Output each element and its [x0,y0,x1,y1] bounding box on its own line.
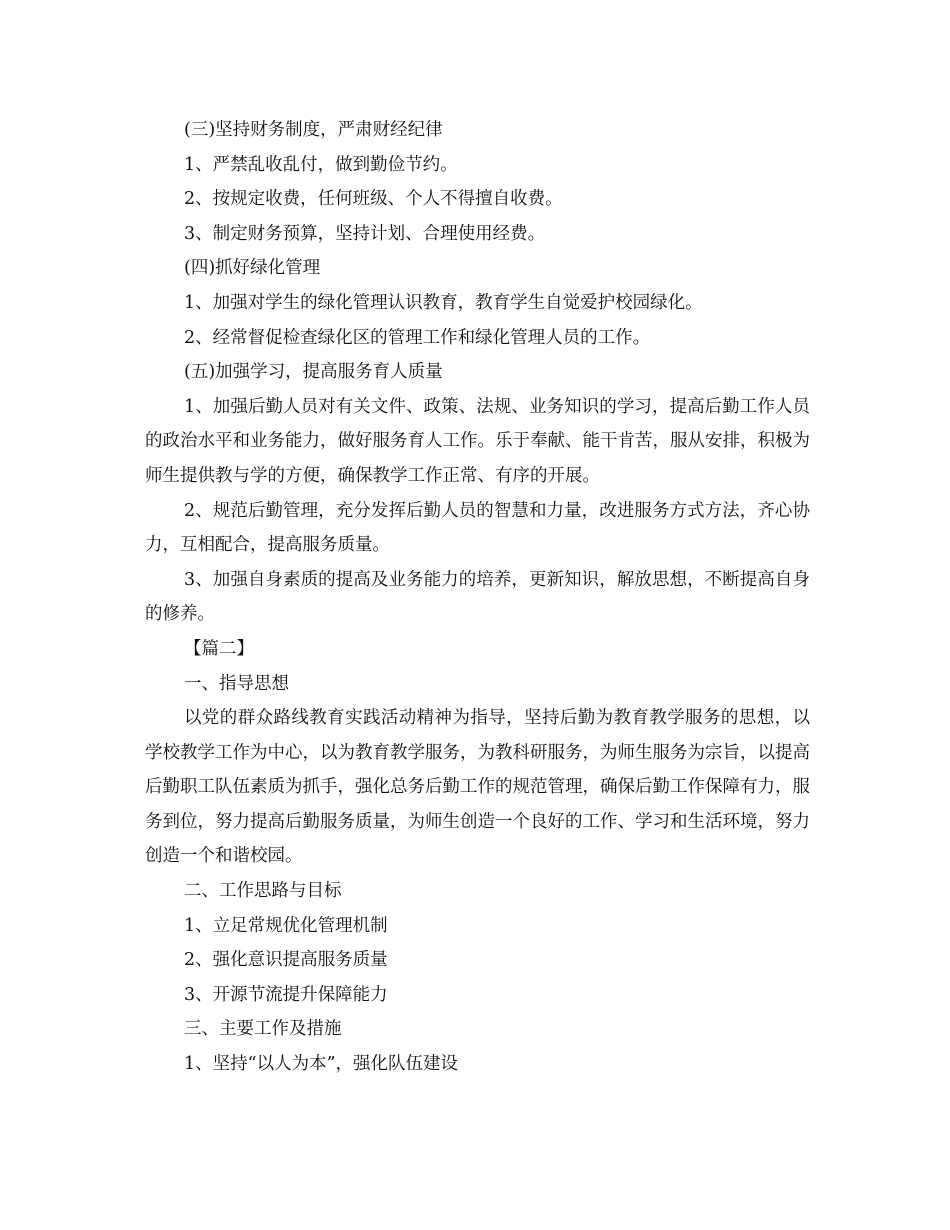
list-item: 1、严禁乱收乱付，做到勤俭节约。 [184,154,458,175]
list-item: 1、坚持“以人为本”，强化队伍建设 [184,1054,459,1075]
paragraph: 以党的群众路线教育实践活动精神为指导，坚持后勤为教育教学服务的思想，以学校教学工作为中心，以为教育教学服务，为教科研服务，为师生服务为宗旨，以提高后勤职工队伍素质为抓手，强化总务后勤工作的规范管理，确保后勤工作保障有力，服务到位，努力提高后勤服务质量，为师生创造一个良好的工作、学习和生活环境，努力创造一个和谐校园。 [145,708,810,867]
list-item: 2、强化意识提高服务质量 [184,950,388,971]
list-item: 2、经常督促检查绿化区的管理工作和绿化管理人员的工作。 [184,327,651,348]
paragraph: 2、规范后勤管理，充分发挥后勤人员的智慧和力量，改进服务方式方法，齐心协力，互相配合，提高服务质量。 [145,500,810,556]
section-heading-goals: 二、工作思路与目标 [184,881,342,902]
paragraph: 1、加强后勤人员对有关文件、政策、法规、业务知识的学习，提高后勤工作人员的政治水平和业务能力，做好服务育人工作。乐于奉献、能干肯苦，服从安排，积极为师生提供教与学的方便，确保教学工作正常、有序的开展。 [145,396,810,486]
section-heading-measures: 三、主要工作及措施 [184,1019,342,1040]
list-item: 1、立足常规优化管理机制 [184,915,388,936]
section-heading-study: (五)加强学习，提高服务育人质量 [184,362,443,383]
list-item: 3、制定财务预算，坚持计划、合理使用经费。 [184,223,546,244]
section-heading-finance: (三)坚持财务制度，严肃财经纪律 [184,120,443,140]
document-body [145,113,810,1082]
section-heading-greening: (四)抓好绿化管理 [184,258,321,279]
paragraph: 3、加强自身素质的提高及业务能力的培养，更新知识，解放思想，不断提高自身的修养。 [145,569,810,625]
section-heading-guiding-thought: 一、指导思想 [184,673,289,694]
list-item: 3、开源节流提升保障能力 [184,984,388,1005]
part-heading: 【篇二】 [184,638,254,659]
list-item: 1、加强对学生的绿化管理认识教育，教育学生自觉爱护校园绿化。 [184,292,703,313]
list-item: 2、按规定收费，任何班级、个人不得擅自收费。 [184,189,563,210]
